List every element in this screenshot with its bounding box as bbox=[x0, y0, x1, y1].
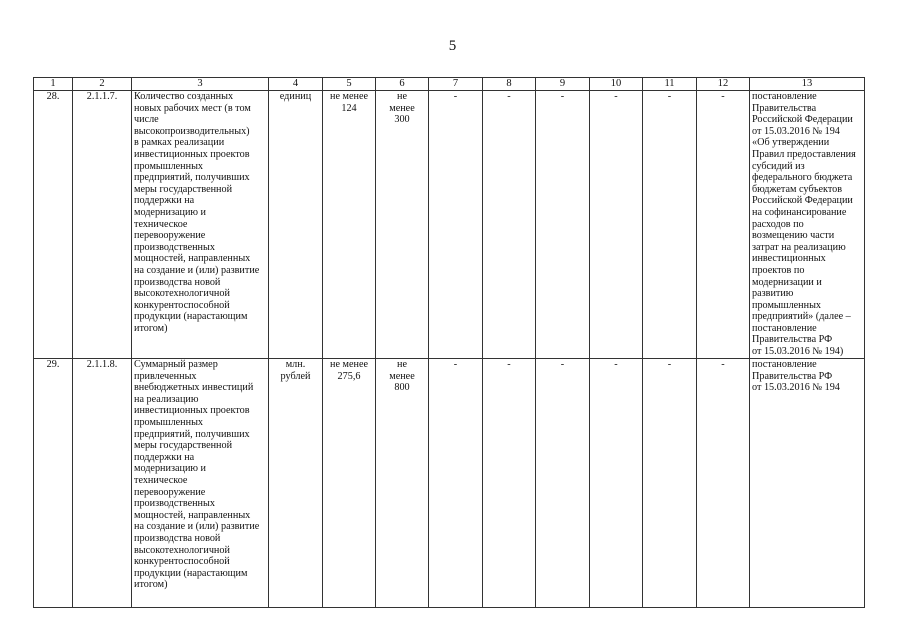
indicators-table bbox=[33, 77, 865, 608]
value-cell-7: - bbox=[429, 91, 483, 359]
indicator-name: Суммарный размер привлеченных внебюджетных инвестиций на реализацию инвестиционных проектов промышленных предприятий, получивших меры государственной поддержки на модернизацию и техническое перевооружение производственных мощностей, направленных на создание и (или) развитие производства новой высокотехнологичной конкурентоспособной продукции (нарастающим итогом) bbox=[132, 359, 269, 608]
header-cell: 9 bbox=[536, 78, 590, 91]
header-cell: 1 bbox=[34, 78, 73, 91]
header-cell: 7 bbox=[429, 78, 483, 91]
header-cell: 5 bbox=[323, 78, 376, 91]
unit-cell: единиц bbox=[269, 91, 323, 359]
header-cell: 11 bbox=[643, 78, 697, 91]
value-cell-5: не менее 124 bbox=[323, 91, 376, 359]
indicator-name: Количество созданных новых рабочих мест (в том числе высокопроизводительных) в рамках реализации инвестиционных проектов промышленных предприятий, получивших меры государственной поддержки на модернизацию и техническое перевооружение производственных мощностей, направленных на создание и (или) развитие производства новой высокотехнологичной конкурентоспособной продукции (нарастающим итогом) bbox=[132, 91, 269, 359]
page-number: 5 bbox=[448, 38, 457, 54]
value-cell-8: - bbox=[483, 359, 536, 608]
header-cell: 4 bbox=[269, 78, 323, 91]
header-row bbox=[34, 78, 865, 91]
header-cell: 10 bbox=[590, 78, 643, 91]
header-cell: 12 bbox=[697, 78, 750, 91]
row-code: 2.1.1.7. bbox=[73, 91, 132, 359]
unit-cell: млн. рублей bbox=[269, 359, 323, 608]
value-cell-8: - bbox=[483, 91, 536, 359]
header-cell: 2 bbox=[73, 78, 132, 91]
table-row bbox=[34, 91, 865, 359]
value-cell-10: - bbox=[590, 91, 643, 359]
basis-cell: постановление Правительства Российской Федерации от 15.03.2016 № 194 «Об утверждении Правил предоставления субсидий из федерального бюджета бюджетам субъектов Российской Федерации на софинансирование расходов по возмещению части затрат на реализацию инвестиционных проектов по модернизации и развитию промышленных предприятий» (далее – постановление Правительства РФ от 15.03.2016 № 194) bbox=[750, 91, 865, 359]
value-cell-12: - bbox=[697, 91, 750, 359]
value-cell-6: не менее 300 bbox=[376, 91, 429, 359]
header-cell: 6 bbox=[376, 78, 429, 91]
row-code: 2.1.1.8. bbox=[73, 359, 132, 608]
value-cell-12: - bbox=[697, 359, 750, 608]
value-cell-11: - bbox=[643, 359, 697, 608]
value-cell-9: - bbox=[536, 359, 590, 608]
header-cell: 3 bbox=[132, 78, 269, 91]
header-cell: 8 bbox=[483, 78, 536, 91]
value-cell-11: - bbox=[643, 91, 697, 359]
value-cell-9: - bbox=[536, 91, 590, 359]
row-number: 29. bbox=[34, 359, 73, 608]
value-cell-5: не менее 275,6 bbox=[323, 359, 376, 608]
value-cell-6: не менее 800 bbox=[376, 359, 429, 608]
table-row bbox=[34, 359, 865, 608]
value-cell-10: - bbox=[590, 359, 643, 608]
value-cell-7: - bbox=[429, 359, 483, 608]
basis-cell: постановление Правительства РФ от 15.03.2016 № 194 bbox=[750, 359, 865, 608]
row-number: 28. bbox=[34, 91, 73, 359]
header-cell: 13 bbox=[750, 78, 865, 91]
